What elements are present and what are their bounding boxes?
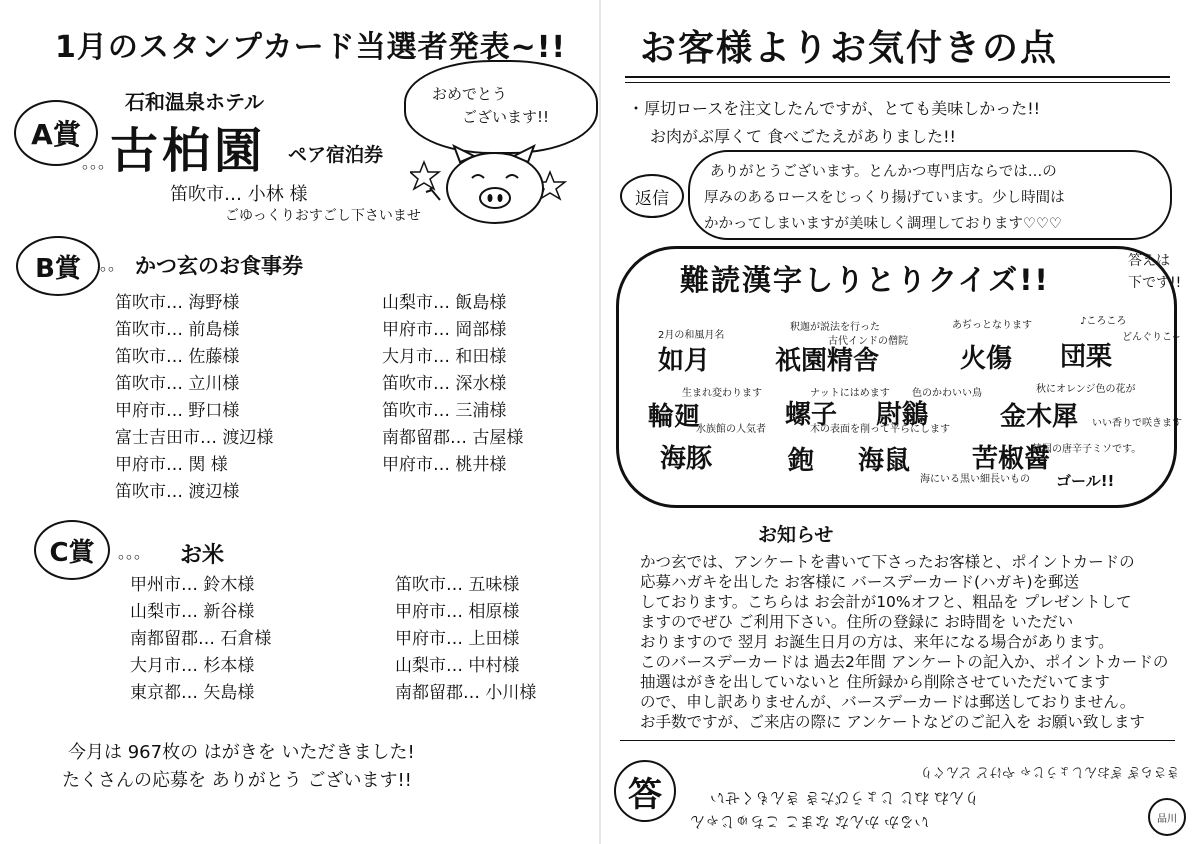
quiz-word: 団栗 bbox=[1060, 342, 1113, 372]
quiz-note: いい香りで咲きます bbox=[1092, 418, 1182, 429]
answer-note-2: 下です!! bbox=[1128, 275, 1182, 291]
winner-entry: 大月市… 和田様 bbox=[382, 347, 507, 367]
prize-a-message: ごゆっくりおすごし下さいませ bbox=[225, 208, 421, 224]
notice-line: このバースデーカードは 過去2年間 アンケートの記入か、ポイントカードの bbox=[640, 653, 1169, 671]
quiz-note: 海にいる黒い細長いもの bbox=[920, 474, 1030, 485]
prize-c-col2 bbox=[395, 572, 536, 707]
quiz-title: 難読漢字しりとりクイズ!! bbox=[680, 263, 1050, 297]
answer-line-upside: りんね ねじ じょうびたき きんもくせい bbox=[710, 789, 980, 807]
quiz-word: 螺子 bbox=[785, 400, 838, 430]
entries-count-note: 今月は 967枚の はがきを いただきました! bbox=[68, 742, 415, 763]
prize-c-title: お米 bbox=[180, 543, 225, 568]
prize-c-col1 bbox=[130, 572, 271, 707]
star-icon bbox=[410, 162, 439, 189]
prize-a-badge: A賞 bbox=[14, 100, 98, 166]
quiz-word: 海豚 bbox=[660, 444, 713, 474]
quiz-note: 生まれ変わります bbox=[682, 388, 762, 399]
notice-line: 抽選はがきを出していないと 住所録から削除させていただいてます bbox=[640, 673, 1110, 691]
quiz-word: 海鼠 bbox=[858, 446, 911, 476]
pair-ticket: ペア宿泊券 bbox=[288, 144, 384, 166]
notice-line: おりますので 翌月 お誕生日月の方は、来年になる場合があります。 bbox=[640, 633, 1114, 651]
notice-line: お手数ですが、ご来店の際に アンケートなどのご記入を お願い致します bbox=[640, 713, 1145, 731]
feedback-page bbox=[600, 0, 1200, 844]
winner-entry: 甲府市… 相原様 bbox=[395, 602, 520, 622]
customer-comment-2: お肉がぶ厚くて 食べごたえがありました!! bbox=[650, 127, 956, 146]
winner-entry: 笛吹市… 佐藤様 bbox=[115, 347, 240, 367]
winner-entry: 甲府市… 桃井様 bbox=[382, 455, 507, 475]
notice-line: しております。こちらは お会計が10%オフと、粗品を プレゼントして bbox=[640, 593, 1132, 611]
quiz-word: 金木犀 bbox=[1000, 402, 1079, 432]
quiz-note: 韓国の唐辛子ミソです。 bbox=[1032, 444, 1142, 455]
winner-entry: 南都留郡… 古屋様 bbox=[382, 428, 524, 448]
winner-entry: 笛吹市… 海野様 bbox=[115, 293, 240, 313]
quiz-note: どんぐりこ~ bbox=[1122, 332, 1181, 343]
quiz-note: 色のかわいい鳥 bbox=[912, 388, 982, 399]
prize-c-prefix: 。。。 bbox=[118, 543, 151, 562]
answer-badge: 答 bbox=[614, 760, 676, 822]
winner-entry: 笛吹市… 前島様 bbox=[115, 320, 240, 340]
quiz-note: 木の表面を削って平らにします bbox=[810, 424, 950, 435]
prize-b-badge: B賞 bbox=[16, 236, 100, 296]
thanks-note: たくさんの応募を ありがとう ございます!! bbox=[62, 770, 412, 791]
winner-entry: 東京都… 矢島様 bbox=[130, 683, 255, 703]
winner-entry: 笛吹市… 立川様 bbox=[115, 374, 240, 394]
page-badge: 品川 bbox=[1148, 798, 1186, 836]
reply-badge: 返信 bbox=[620, 174, 684, 218]
pig-illustration bbox=[410, 140, 580, 230]
answer-line-upside: いるか かんな なまこ こちゅじゃん bbox=[690, 813, 930, 831]
prize-b-col2 bbox=[382, 290, 523, 479]
winner-entry: 笛吹市… 深水様 bbox=[382, 374, 507, 394]
winner-entry: 甲州市… 鈴木様 bbox=[130, 575, 255, 595]
customer-comment-1: ・厚切ロースを注文したんですが、とても美味しかった!! bbox=[628, 99, 1041, 118]
quiz-word: 祇園精舎 bbox=[775, 346, 880, 376]
quiz-word: 鉋 bbox=[788, 446, 815, 476]
winner-entry: 富士吉田市… 渡辺様 bbox=[115, 428, 274, 448]
quiz-word: 輪廻 bbox=[648, 402, 701, 432]
reply-line-3: かかってしまいますが美味しく調理しております♡♡♡ bbox=[704, 216, 1062, 232]
quiz-note: ♪ころころ bbox=[1080, 316, 1127, 327]
prize-c-badge: C賞 bbox=[34, 520, 110, 580]
notice-line: 応募ハガキを出した お客様に バースデーカード(ハガキ)を郵送 bbox=[640, 573, 1080, 591]
quiz-note: あぢっとなります bbox=[952, 320, 1032, 331]
winner-entry: 甲府市… 上田様 bbox=[395, 629, 520, 649]
notice-line: ので、申し訳ありませんが、バースデーカードは郵送しておりません。 bbox=[640, 693, 1136, 711]
reply-line-2: 厚みのあるロースをじっくり揚げています。少し時間は bbox=[704, 190, 1065, 206]
feedback-title: お客様よりお気付きの点 bbox=[640, 28, 1059, 69]
congrats-line-2: ございます!! bbox=[462, 108, 550, 126]
hotel-main-name: 古柏園 bbox=[110, 123, 267, 179]
winner-entry: 甲府市… 岡部様 bbox=[382, 320, 507, 340]
winner-entry: 山梨市… 中村様 bbox=[395, 656, 520, 676]
quiz-note: 古代インドの僧院 bbox=[828, 336, 908, 347]
winner-entry: 山梨市… 飯島様 bbox=[382, 293, 507, 313]
hotel-name: 石和温泉ホテル bbox=[125, 90, 264, 114]
congrats-line-1: おめでとう bbox=[432, 85, 508, 103]
winner-entry: 甲府市… 野口様 bbox=[115, 401, 240, 421]
title-underline-2 bbox=[625, 82, 1170, 83]
winner-entry: 笛吹市… 渡辺様 bbox=[115, 482, 240, 502]
winners-title: 1月のスタンプカード当選者発表~!! bbox=[55, 30, 567, 65]
title-underline bbox=[625, 76, 1170, 78]
answer-line-upside: きさらぎ ぎおんしょうじゃ やけど どんぐり bbox=[920, 764, 1180, 779]
quiz-note: 2月の和風月名 bbox=[658, 330, 725, 341]
quiz-goal: ゴール!! bbox=[1056, 472, 1115, 490]
prize-a-winner: 笛吹市… 小林 様 bbox=[170, 184, 308, 205]
answer-divider bbox=[620, 740, 1175, 741]
reply-line-1: ありがとうございます。とんかつ専門店ならでは…の bbox=[710, 164, 1057, 180]
winner-entry: 山梨市… 新谷様 bbox=[130, 602, 255, 622]
winner-entry: 南都留郡… 小川様 bbox=[395, 683, 537, 703]
quiz-note: 釈迦が説法を行った bbox=[790, 322, 880, 333]
notice-body bbox=[640, 552, 1185, 732]
answer-note-1: 答えは bbox=[1128, 253, 1170, 269]
quiz-word: 火傷 bbox=[960, 344, 1013, 374]
winner-entry: 笛吹市… 三浦様 bbox=[382, 401, 507, 421]
prize-a-prefix: 。。。 bbox=[82, 153, 115, 172]
notice-line: かつ玄では、アンケートを書いて下さったお客様と、ポイントカードの bbox=[640, 553, 1135, 571]
quiz-note: ナットにはめます bbox=[810, 388, 890, 399]
quiz-word: 苦椒醤 bbox=[972, 444, 1051, 474]
quiz-word: 尉鶲 bbox=[876, 400, 929, 430]
quiz-note: 秋にオレンジ色の花が bbox=[1036, 384, 1136, 395]
prize-b-col1 bbox=[115, 290, 273, 506]
notice-title: お知らせ bbox=[758, 524, 834, 546]
winner-entry: 笛吹市… 五味様 bbox=[395, 575, 520, 595]
prize-b-prefix: 。。 bbox=[100, 255, 125, 274]
winner-entry: 大月市… 杉本様 bbox=[130, 656, 255, 676]
winner-entry: 南都留郡… 石倉様 bbox=[130, 629, 272, 649]
prize-b-title: かつ玄のお食事券 bbox=[135, 254, 303, 278]
quiz-note: 水族館の人気者 bbox=[696, 424, 766, 435]
winner-entry: 甲府市… 関 様 bbox=[115, 455, 228, 475]
notice-line: ますのでぜひ ご利用下さい。住所の登録に お時間を いただい bbox=[640, 613, 1074, 631]
quiz-word: 如月 bbox=[658, 346, 711, 376]
